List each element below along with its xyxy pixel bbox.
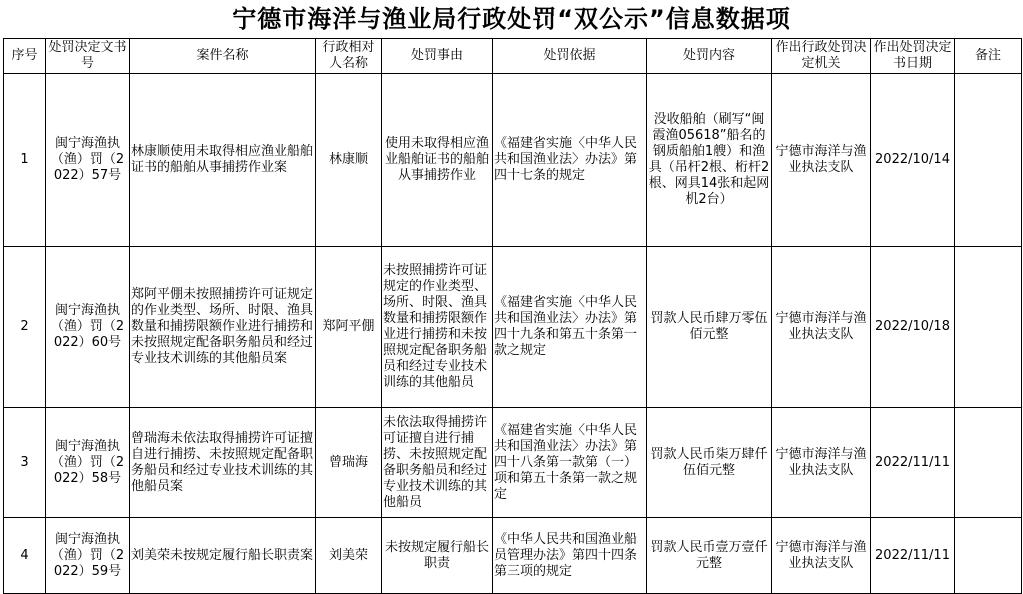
cell-case: 郑阿平倗未按照捕捞许可证规定的作业类型、场所、时限、渔具数量和捕捞限额作业进行捕捞和未按照规定配备职务船员和经过专业技术训练的其他船员案 bbox=[130, 247, 316, 408]
cell-party: 郑阿平倗 bbox=[316, 247, 382, 408]
cell-org: 宁德市海洋与渔业执法支队 bbox=[772, 518, 871, 594]
cell-org: 宁德市海洋与渔业执法支队 bbox=[772, 408, 871, 518]
cell-case: 刘美荣未按规定履行船长职责案 bbox=[130, 518, 316, 594]
cell-content: 罚款人民币壹万壹仟元整 bbox=[647, 518, 772, 594]
cell-reason: 未按规定履行船长职责 bbox=[382, 518, 493, 594]
cell-date: 2022/11/11 bbox=[871, 408, 955, 518]
cell-reason: 未按照捕捞许可证规定的作业类型、场所、时限、渔具数量和捕捞限额作业进行捕捞和未按照规定配备职务船员和经过专业技术训练的其他船员 bbox=[382, 247, 493, 408]
cell-date: 2022/11/11 bbox=[871, 518, 955, 594]
cell-reason: 使用未取得相应渔业船舶证书的船舶从事捕捞作业 bbox=[382, 74, 493, 247]
header-cell: 处罚内容 bbox=[647, 39, 772, 74]
cell-no: 3 bbox=[4, 408, 46, 518]
cell-note bbox=[955, 74, 1022, 247]
page-title: 宁德市海洋与渔业局行政处罚“双公示”信息数据项 bbox=[232, 5, 791, 33]
cell-note bbox=[955, 408, 1022, 518]
cell-basis: 《福建省实施〈中华人民共和国渔业法〉办法》第四十九条和第五十条第一款之规定 bbox=[493, 247, 647, 408]
cell-note bbox=[955, 247, 1022, 408]
cell-content: 罚款人民币肆万零伍佰元整 bbox=[647, 247, 772, 408]
header-cell: 序号 bbox=[4, 39, 46, 74]
header-row bbox=[4, 39, 1022, 74]
cell-doc: 闽宁海渔执（渔）罚（2022）58号 bbox=[46, 408, 130, 518]
cell-party: 刘美荣 bbox=[316, 518, 382, 594]
cell-party: 曾瑞海 bbox=[316, 408, 382, 518]
cell-date: 2022/10/14 bbox=[871, 74, 955, 247]
header-cell: 处罚依据 bbox=[493, 39, 647, 74]
table-row bbox=[4, 74, 1022, 247]
table-row bbox=[4, 247, 1022, 408]
cell-no: 1 bbox=[4, 74, 46, 247]
header-cell: 行政相对人名称 bbox=[316, 39, 382, 74]
cell-content: 没收船舶（刷写“闽霞渔05618”船名的钢质船舶1艘）和渔具（吊杆2根、桁杆2根、网具14张和起网机2台） bbox=[647, 74, 772, 247]
table-row bbox=[4, 518, 1022, 594]
cell-org: 宁德市海洋与渔业执法支队 bbox=[772, 74, 871, 247]
cell-basis: 《福建省实施〈中华人民共和国渔业法〉办法》第四十八条第一款第（一）项和第五十条第一款之规定 bbox=[493, 408, 647, 518]
penalty-table bbox=[3, 38, 1022, 594]
cell-party: 林康顺 bbox=[316, 74, 382, 247]
cell-doc: 闽宁海渔执（渔）罚（2022）57号 bbox=[46, 74, 130, 247]
cell-content: 罚款人民币柒万肆仟伍佰元整 bbox=[647, 408, 772, 518]
cell-reason: 未依法取得捕捞许可证擅自进行捕捞、未按照规定配备职务船员和经过专业技术训练的其他船员 bbox=[382, 408, 493, 518]
header-cell: 案件名称 bbox=[130, 39, 316, 74]
cell-note bbox=[955, 518, 1022, 594]
cell-case: 曾瑞海未依法取得捕捞许可证擅自进行捕捞、未按照规定配备职务船员和经过专业技术训练的其他船员案 bbox=[130, 408, 316, 518]
header-cell: 作出处罚决定书日期 bbox=[871, 39, 955, 74]
cell-no: 2 bbox=[4, 247, 46, 408]
cell-doc: 闽宁海渔执（渔）罚（2022）60号 bbox=[46, 247, 130, 408]
cell-no: 4 bbox=[4, 518, 46, 594]
header-cell: 作出行政处罚决定机关 bbox=[772, 39, 871, 74]
header-cell: 处罚决定文书号 bbox=[46, 39, 130, 74]
cell-basis: 《福建省实施〈中华人民共和国渔业法〉办法》第四十七条的规定 bbox=[493, 74, 647, 247]
cell-date: 2022/10/18 bbox=[871, 247, 955, 408]
cell-org: 宁德市海洋与渔业执法支队 bbox=[772, 247, 871, 408]
header-cell: 备注 bbox=[955, 39, 1022, 74]
header-cell: 处罚事由 bbox=[382, 39, 493, 74]
cell-basis: 《中华人民共和国渔业船员管理办法》第四十四条第三项的规定 bbox=[493, 518, 647, 594]
cell-doc: 闽宁海渔执（渔）罚（2022）59号 bbox=[46, 518, 130, 594]
cell-case: 林康顺使用未取得相应渔业船舶证书的船舶从事捕捞作业案 bbox=[130, 74, 316, 247]
table-row bbox=[4, 408, 1022, 518]
